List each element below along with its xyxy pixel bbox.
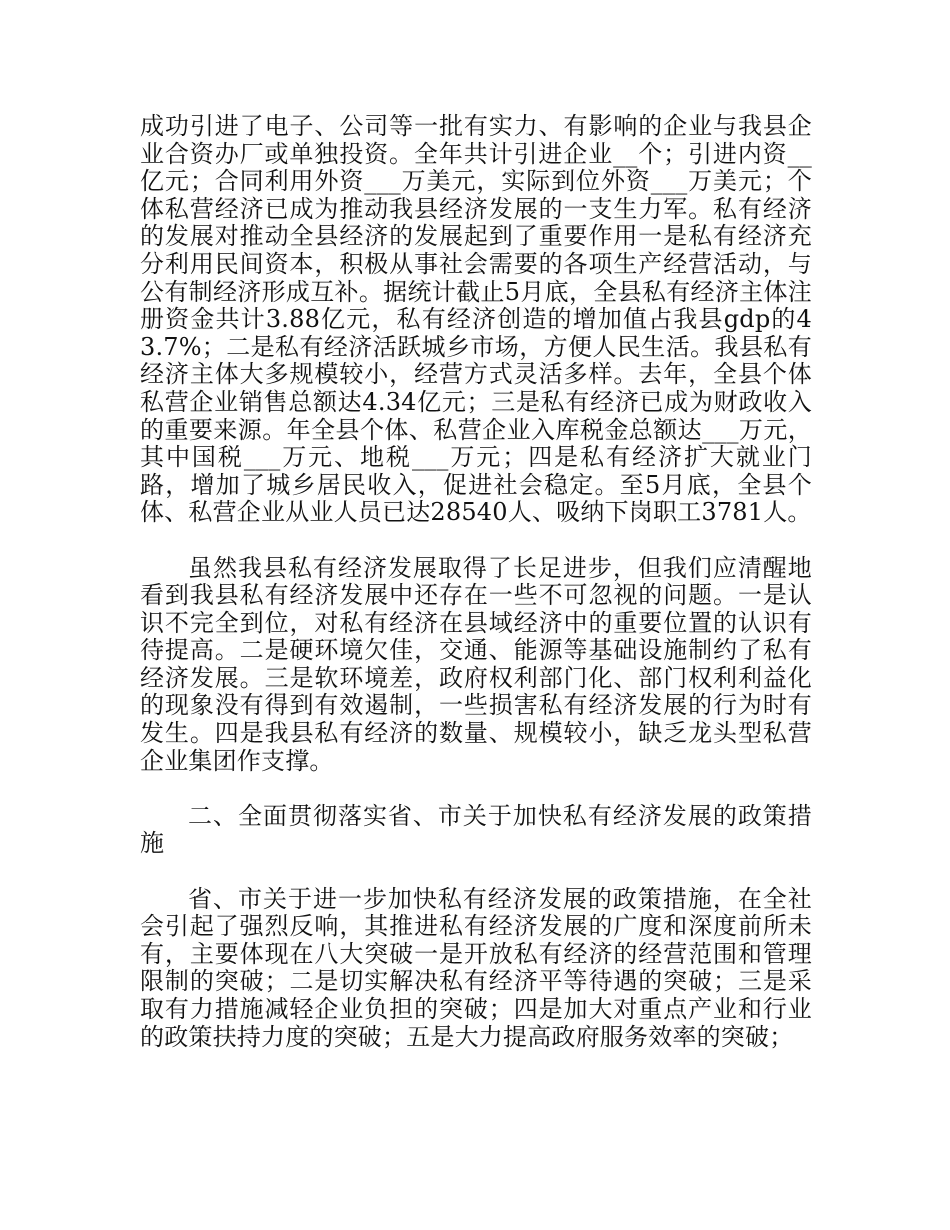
paragraph-1: 成功引进了电子、公司等一批有实力、有影响的企业与我县企业合资办厂或单独投资。全年共计引进企业__个；引进内资__亿元；合同利用外资___万美元，实际到位外资___万美元；个体私营经济已成为推动我县经济发展的一支生力军。私有经济的发展对推动全县经济的发展起到了重要作用一是私有经济充分利用民间资本，积极从事社会需要的各项生产经营活动，与公有制经济形成互补。据统计截止5月底，全县私有经济主体注册资金共计3.88亿元，私有经济创造的增加值占我县gdp的43.7%；二是私有经济活跃城乡市场，方便人民生活。我县私有经济主体大多规模较小，经营方式灵活多样。去年，全县个体私营企业销售总额达4.34亿元；三是私有经济已成为财政收入的重要来源。年全县个体、私营企业入库税金总额达___万元，其中国税___万元、地税___万元；四是私有经济扩大就业门路，增加了城乡居民收入，促进社会稳定。至5月底，全县个体、私营企业从业人员已达28540人、吸纳下岗职工3781人。 [140,112,812,527]
section-heading: 二、全面贯彻落实省、市关于加快私有经济发展的政策措施 [140,801,812,858]
paragraph-3: 省、市关于进一步加快私有经济发展的政策措施，在全社会引起了强烈反响，其推进私有经济发展的广度和深度前所未有，主要体现在八大突破一是开放私有经济的经营范围和管理限制的突破；二是切实解决私有经济平等待遇的突破；三是采取有力措施减轻企业负担的突破；四是加大对重点产业和行业的政策扶持力度的突破；五是大力提高政府服务效率的突破； [140,884,812,1051]
paragraph-2: 虽然我县私有经济发展取得了长足进步，但我们应清醒地看到我县私有经济发展中还存在一些不可忽视的问题。一是认识不完全到位，对私有经济在县域经济中的重要位置的认识有待提高。二是硬环境欠佳，交通、能源等基础设施制约了私有经济发展。三是软环境差，政府权利部门化、部门权利利益化的现象没有得到有效遏制，一些损害私有经济发展的行为时有发生。四是我县私有经济的数量、规模较小，缺乏龙头型私营企业集团作支撑。 [140,553,812,775]
document-body [140,113,812,1051]
